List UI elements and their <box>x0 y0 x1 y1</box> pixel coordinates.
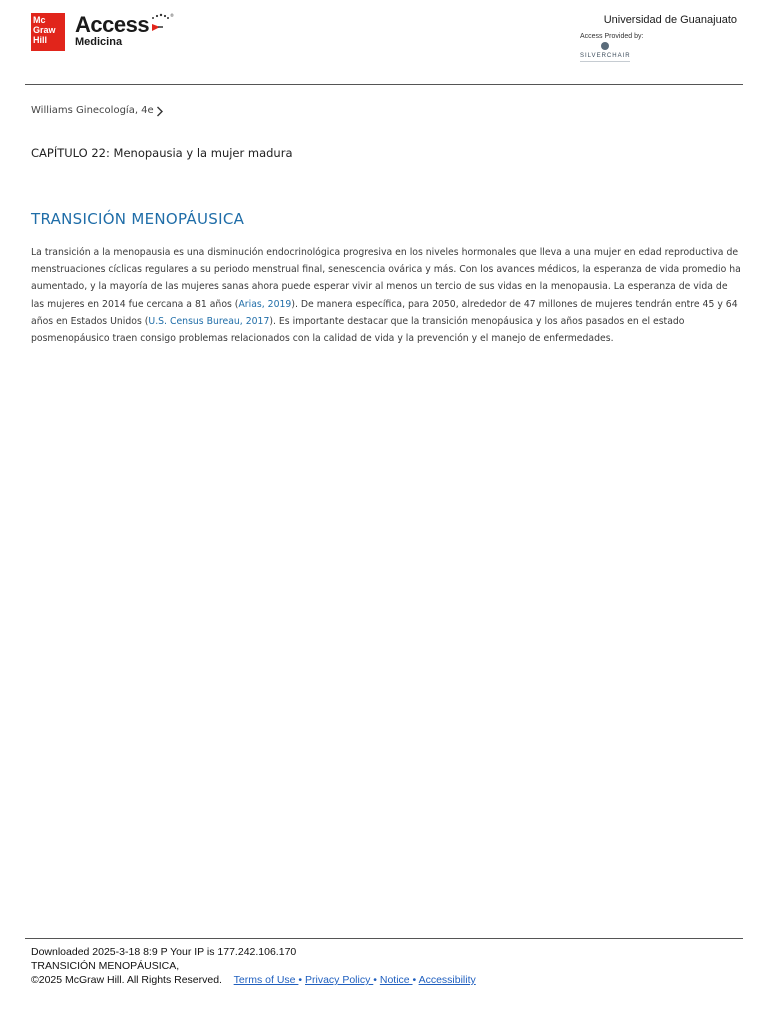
access-provided-label: Access Provided by: <box>580 33 644 40</box>
footer-separator: • <box>412 974 419 986</box>
footer-separator: • <box>373 974 380 986</box>
footer-divider <box>25 938 743 939</box>
accessmedicina-logo[interactable] <box>75 14 149 48</box>
footer-separator: • <box>298 974 305 986</box>
notice-link[interactable]: Notice <box>379 974 413 986</box>
citation-link-census[interactable]: U.S. Census Bureau, 2017 <box>148 315 270 327</box>
brand-burst-icon <box>150 12 174 38</box>
breadcrumb-book[interactable]: Williams Ginecología, 4e <box>31 105 154 116</box>
section-paragraph <box>31 244 741 347</box>
paragraph-text-3: ). Es importante destacar que la transición menopáusica y los años pasados en el estado posmenopáusico traen consigo problemas relacionados con la calidad de vida y la prevención y el manejo de enfermedades. <box>31 315 685 345</box>
privacy-policy-link[interactable]: Privacy Policy <box>305 974 374 986</box>
terms-of-use-link[interactable]: Terms of Use <box>233 974 299 986</box>
section-title: TRANSICIÓN MENOPÁUSICA <box>31 210 245 228</box>
footer-legal-line <box>31 973 476 987</box>
download-info: Downloaded 2025-3-18 8:9 P Your IP is 177.242.106.170 <box>31 946 297 958</box>
silverchair-globe-icon <box>601 42 609 50</box>
citation-link-arias[interactable]: Arias, 2019 <box>238 298 292 310</box>
page-header <box>25 0 743 85</box>
page-footer <box>31 945 476 987</box>
logo-line-3: Hill <box>33 35 48 45</box>
logo-line-2: Graw <box>33 25 56 35</box>
chapter-title: CAPÍTULO 22: Menopausia y la mujer madura <box>31 146 293 160</box>
silverchair-underline <box>580 61 630 62</box>
brand-sub: Medicina <box>75 36 123 48</box>
mcgraw-hill-logo[interactable] <box>31 13 65 51</box>
accessibility-link[interactable]: Accessibility <box>418 974 476 986</box>
footer-title: TRANSICIÓN MENOPÁUSICA, <box>31 960 180 972</box>
breadcrumb[interactable] <box>31 104 164 118</box>
paragraph-text-1: La transición a la menopausia es una disminución endocrinológica progresiva en los niveles hormonales que lleva a una mujer en edad reproductiva de menstruaciones cíclicas regulares a su periodo menstrual final, senescencia ovárica y más. Con los avances médicos, la esperanza de vida promedio ha aumentado, y la mayoría de las mujeres sanas ahora puede esperar vivir al menos un tercio de sus vidas en la menopausia. La esperanza de vida de las mujeres en 2014 fue cercana a 81 años ( <box>31 247 741 310</box>
copyright-text: ©2025 McGraw Hill. All Rights Reserved. <box>31 974 222 986</box>
brand-main: Access <box>75 12 150 37</box>
logo-line-1: Mc <box>33 15 46 25</box>
institution-name: Universidad de Guanajuato <box>603 14 737 26</box>
chevron-right-icon <box>156 106 164 117</box>
paragraph-text-2: ). De manera específica, para 2050, alrededor de 47 millones de mujeres tendrán entre 45 y 64 años en Estados Unidos ( <box>31 298 738 327</box>
svg-text:®: ® <box>170 13 174 18</box>
silverchair-logo: SILVERCHAIR <box>580 53 631 59</box>
